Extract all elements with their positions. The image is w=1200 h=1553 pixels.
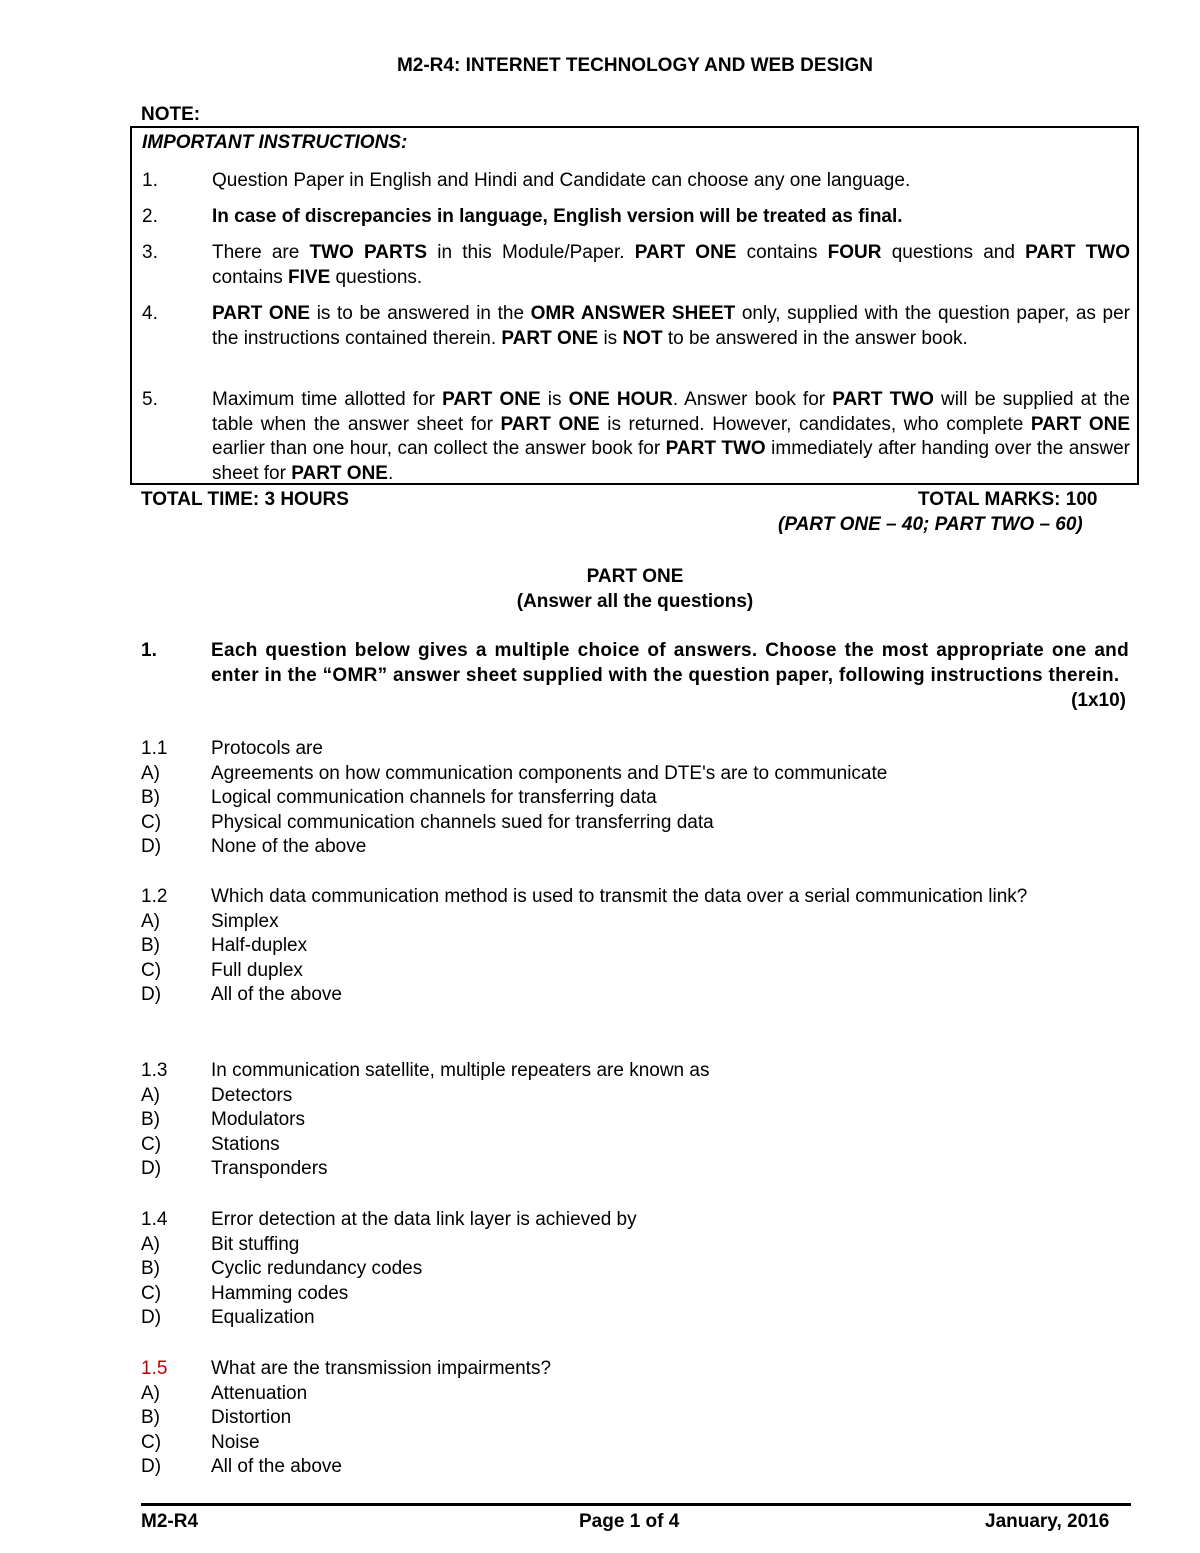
answer-option-label: C) — [141, 811, 162, 833]
text-run: is — [540, 389, 569, 410]
answer-option — [141, 1431, 1129, 1456]
question-stem-text: Error detection at the data link layer is achieved by — [211, 1209, 637, 1230]
question-1-number: 1. — [141, 640, 157, 661]
answer-option — [141, 1157, 1129, 1182]
text-run: contains — [736, 242, 828, 263]
answer-option-label: D) — [141, 984, 162, 1006]
question-stem-label: 1.2 — [141, 886, 168, 907]
question-stem — [141, 737, 1129, 762]
question-stem-text: In communication satellite, multiple repeaters are known as — [211, 1060, 710, 1081]
text-run: There are — [212, 242, 310, 263]
answer-option — [141, 1382, 1129, 1407]
instruction-text — [212, 169, 1130, 194]
bold-text: TWO PARTS — [309, 242, 428, 263]
instruction-text — [212, 241, 1130, 290]
answer-option-label: C) — [141, 1431, 162, 1453]
answer-option-label: A) — [141, 910, 160, 932]
answer-option — [141, 934, 1129, 959]
total-time: TOTAL TIME: 3 HOURS — [141, 489, 349, 510]
answer-option-text: All of the above — [211, 984, 342, 1006]
answer-option — [141, 1282, 1129, 1307]
question-stem-text: Protocols are — [211, 738, 323, 759]
bold-text: PART ONE — [1030, 413, 1131, 435]
instruction-item — [142, 241, 1130, 290]
answer-option — [141, 835, 1129, 860]
bold-text: NOT — [622, 327, 663, 349]
mcq-item — [141, 1208, 1129, 1331]
answer-option — [141, 983, 1129, 1008]
text-run: only, supplied with the question paper, as per the instructions contained therein. — [212, 303, 1130, 349]
answer-option — [141, 811, 1129, 836]
instruction-number: 5. — [142, 389, 158, 410]
text-run: is — [598, 327, 623, 349]
answer-option-label: B) — [141, 1258, 160, 1280]
answer-option — [141, 1306, 1129, 1331]
bold-text: PART ONE — [634, 242, 737, 263]
bold-text: PART ONE — [501, 327, 599, 349]
answer-option-text: Logical communication channels for transferring data — [211, 787, 657, 809]
answer-option-label: B) — [141, 1109, 160, 1131]
answer-option-label: D) — [141, 1158, 162, 1180]
answer-option — [141, 786, 1129, 811]
answer-option-text: Half-duplex — [211, 935, 308, 957]
answer-option-text: Cyclic redundancy codes — [211, 1258, 423, 1280]
text-run: . Answer book for — [672, 389, 833, 410]
answer-option-text: Noise — [211, 1431, 260, 1453]
footer-code: M2-R4 — [141, 1511, 199, 1532]
text-run: questions. — [330, 266, 423, 288]
answer-option-label: C) — [141, 1133, 162, 1155]
bold-text: PART ONE — [500, 413, 600, 435]
bold-text: PART TWO — [1025, 242, 1130, 263]
text-run: . — [387, 462, 394, 484]
question-1-text: Each question below gives a multiple choice of answers. Choose the most appropriate one and enter in the “OMR” answer sheet supplied with the question paper, following instructions therein. — [211, 640, 1129, 686]
question-stem-label: 1.5 — [141, 1358, 168, 1379]
answer-option — [141, 762, 1129, 787]
question-1 — [141, 638, 1129, 711]
question-stem-label: 1.1 — [141, 738, 168, 759]
instruction-item — [142, 302, 1130, 351]
question-stem — [141, 1357, 1129, 1382]
footer-date: January, 2016 — [985, 1511, 1110, 1532]
answer-option — [141, 1455, 1129, 1480]
answer-option-label: D) — [141, 1456, 162, 1478]
text-run: earlier than one hour, can collect the answer book for — [212, 438, 666, 459]
answer-option-label: A) — [141, 1233, 160, 1255]
instruction-text — [212, 205, 1130, 230]
answer-option-label: B) — [141, 787, 160, 809]
answer-option-label: B) — [141, 1407, 160, 1429]
bold-text: PART ONE — [212, 303, 311, 324]
answer-option-label: D) — [141, 1307, 162, 1329]
part-one-heading — [0, 564, 1200, 614]
answer-option-text: Modulators — [211, 1109, 305, 1131]
question-1-marks: (1x10) — [1071, 690, 1126, 711]
instruction-item — [142, 388, 1130, 486]
answer-option-text: Attenuation — [211, 1382, 308, 1404]
answer-option-text: Agreements on how communication components and DTE's are to communicate — [211, 762, 888, 784]
answer-option-text: Full duplex — [211, 959, 303, 981]
answer-option-text: Distortion — [211, 1407, 292, 1429]
instruction-number: 3. — [142, 242, 158, 263]
footer-page-number: Page 1 of 4 — [579, 1511, 680, 1532]
answer-option-text: Hamming codes — [211, 1282, 349, 1304]
question-stem — [141, 885, 1129, 910]
answer-option-text: Bit stuffing — [211, 1233, 300, 1255]
answer-option-label: B) — [141, 935, 160, 957]
answer-option — [141, 1133, 1129, 1158]
text-run: is returned. However, candidates, who complete — [599, 413, 1031, 435]
text-run: questions and — [881, 242, 1026, 263]
question-stem-label: 1.4 — [141, 1209, 168, 1230]
answer-option-text: All of the above — [211, 1456, 342, 1478]
instruction-number: 1. — [142, 170, 158, 191]
total-marks: TOTAL MARKS: 100 — [918, 489, 1098, 510]
instruction-text — [212, 302, 1130, 351]
answer-option-text: Simplex — [211, 910, 279, 932]
page-title: M2-R4: INTERNET TECHNOLOGY AND WEB DESIGN — [396, 55, 874, 76]
marks-split: (PART ONE – 40; PART TWO – 60) — [778, 514, 1083, 535]
answer-option-label: C) — [141, 1282, 162, 1304]
question-stem — [141, 1208, 1129, 1233]
question-stem-text: What are the transmission impairments? — [211, 1358, 552, 1379]
answer-option-label: A) — [141, 1382, 160, 1404]
text-run: will be supplied at the table when the answer sheet for — [212, 389, 1130, 435]
answer-option — [141, 959, 1129, 984]
mcq-item — [141, 885, 1129, 1008]
answer-option — [141, 910, 1129, 935]
bold-text: PART ONE — [442, 389, 541, 410]
bold-text: FOUR — [827, 242, 882, 263]
bold-text: ONE HOUR — [568, 389, 673, 410]
answer-option-text: Equalization — [211, 1307, 315, 1329]
answer-option — [141, 1108, 1129, 1133]
answer-option-label: A) — [141, 762, 160, 784]
text-run: is to be answered in the — [310, 303, 531, 324]
instruction-item — [142, 205, 1130, 230]
question-stem — [141, 1059, 1129, 1084]
instruction-text — [212, 388, 1130, 486]
bold-text: OMR ANSWER SHEET — [530, 303, 736, 324]
answer-option — [141, 1084, 1129, 1109]
instructions-heading: IMPORTANT INSTRUCTIONS: — [142, 132, 408, 153]
note-label: NOTE: — [141, 104, 201, 125]
part-one-title: PART ONE — [586, 566, 684, 587]
answer-option-label: C) — [141, 959, 162, 981]
instruction-item — [142, 169, 1130, 194]
bold-text: In case of discrepancies in language, English version will be treated as final. — [212, 206, 903, 227]
text-run: contains — [212, 266, 289, 288]
answer-option-text: Stations — [211, 1133, 280, 1155]
part-one-subtitle: (Answer all the questions) — [516, 591, 754, 612]
answer-option-text: Physical communication channels sued for transferring data — [211, 811, 714, 833]
mcq-item — [141, 737, 1129, 860]
bold-text: PART ONE — [291, 462, 388, 484]
bold-text: PART TWO — [665, 438, 766, 459]
answer-option-label: D) — [141, 836, 162, 858]
instruction-number: 4. — [142, 303, 158, 324]
text-run: in this Module/Paper. — [427, 242, 635, 263]
bold-text: FIVE — [288, 266, 331, 288]
instruction-number: 2. — [142, 206, 158, 227]
text-run: immediately after handing over the answer sheet for — [212, 438, 1130, 484]
answer-option-text: Transponders — [211, 1158, 328, 1180]
answer-option-label: A) — [141, 1084, 160, 1106]
mcq-item — [141, 1357, 1129, 1480]
text-run: Maximum time allotted for — [212, 389, 443, 410]
answer-option-text: Detectors — [211, 1084, 293, 1106]
question-stem-label: 1.3 — [141, 1060, 168, 1081]
instructions-box — [130, 126, 1139, 485]
mcq-item — [141, 1059, 1129, 1182]
answer-option — [141, 1233, 1129, 1258]
bold-text: PART TWO — [832, 389, 934, 410]
answer-option — [141, 1406, 1129, 1431]
text-run: Question Paper in English and Hindi and Candidate can choose any one language. — [212, 170, 911, 191]
text-run: to be answered in the answer book. — [662, 327, 968, 349]
footer-divider — [141, 1503, 1131, 1506]
answer-option — [141, 1257, 1129, 1282]
answer-option-text: None of the above — [211, 836, 367, 858]
question-stem-text: Which data communication method is used to transmit the data over a serial communication link? — [211, 886, 1028, 907]
